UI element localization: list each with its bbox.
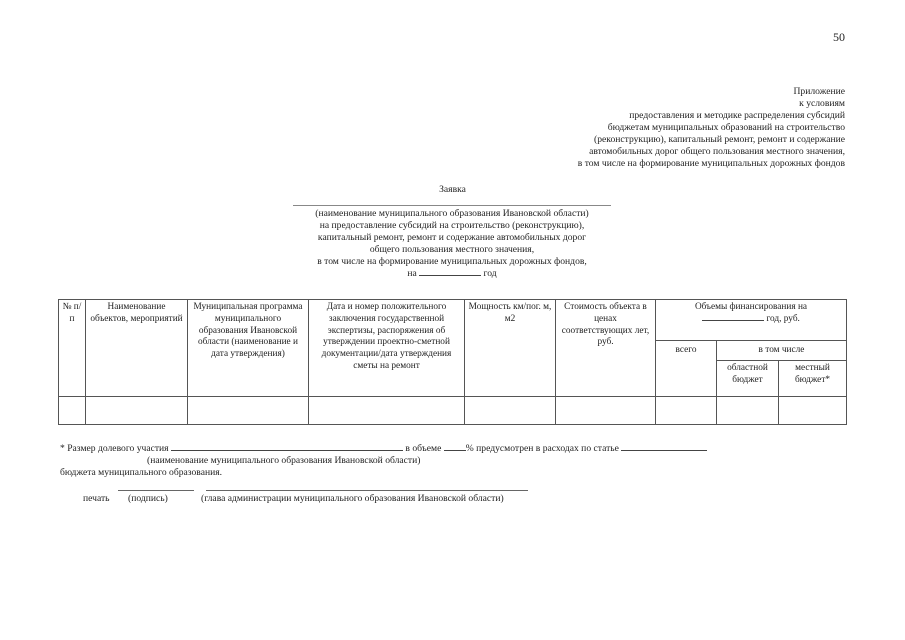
appendix-line: к условиям <box>799 98 845 109</box>
header-funding: Объемы финансирования на год, руб. <box>656 300 847 341</box>
intro-line: на предоставление субсидий на строительство (реконструкцию), <box>319 220 585 231</box>
appendix-line: (реконструкцию), капитальный ремонт, ремонт и содержание <box>594 134 845 145</box>
application-table <box>58 299 847 425</box>
header-no: № п/п <box>59 300 86 397</box>
cell[interactable] <box>717 397 779 425</box>
cell[interactable] <box>465 397 556 425</box>
signature-label: (подпись) <box>128 493 168 504</box>
appendix-header <box>578 86 845 170</box>
intro-line: в том числе на формирование муниципальных дорожных фондов, <box>317 256 587 267</box>
intro-line: капитальный ремонт, ремонт и содержание автомобильных дорог <box>317 232 587 243</box>
footnote-caption: (наименование муниципального образования Ивановской области) <box>147 455 421 466</box>
header-capacity: Мощность км/пог. м, м2 <box>465 300 556 397</box>
head-name-line <box>206 490 528 491</box>
cell[interactable] <box>188 397 309 425</box>
stamp-label: печать <box>83 493 110 504</box>
head-label: (глава администрации муниципального образования Ивановской области) <box>201 493 504 504</box>
year-blank <box>419 275 481 276</box>
cell[interactable] <box>556 397 656 425</box>
cell[interactable] <box>309 397 465 425</box>
appendix-line: Приложение <box>793 86 845 97</box>
percent-blank <box>444 450 466 451</box>
application-intro <box>250 208 654 280</box>
cell[interactable] <box>779 397 847 425</box>
municipality-name-line <box>293 205 611 206</box>
signature-line <box>118 490 194 491</box>
intro-line: (наименование муниципального образования Ивановской области) <box>315 208 589 219</box>
cell[interactable] <box>656 397 717 425</box>
header-total: всего <box>656 341 717 397</box>
header-name: Наименование объектов, мероприятий <box>86 300 188 397</box>
article-blank <box>621 450 707 451</box>
table-row <box>59 397 847 425</box>
document-title: Заявка <box>439 184 466 195</box>
year-line: на год <box>407 268 497 279</box>
funding-year-blank <box>702 320 764 321</box>
appendix-line: бюджетам муниципальных образований на строительство <box>607 122 845 133</box>
page-number: 50 <box>833 30 845 44</box>
intro-line: общего пользования местного значения, <box>369 244 535 255</box>
header-cost: Стоимость объекта в ценах соответствующих лет, руб. <box>556 300 656 397</box>
header-expertise: Дата и номер положительного заключения государственной экспертизы, распоряжения об утверждении проектно-сметной документации/дата утверждения сметы на ремонт <box>309 300 465 397</box>
appendix-line: в том числе на формирование муниципальных дорожных фондов <box>577 158 845 169</box>
footnote-line2: бюджета муниципального образования. <box>60 467 223 478</box>
appendix-line: предоставления и методике распределения субсидий <box>629 110 845 121</box>
cell[interactable] <box>86 397 188 425</box>
footnote: * Размер долевого участия в объеме % предусмотрен в расходах по статье <box>60 443 707 455</box>
header-local-budget: местный бюджет* <box>779 361 847 397</box>
header-program: Муниципальная программа муниципального образования Ивановской области (наименование и дата утверждения) <box>188 300 309 397</box>
appendix-line: автомобильных дорог общего пользования местного значения, <box>589 146 845 157</box>
header-regional-budget: областной бюджет <box>717 361 779 397</box>
header-including: в том числе <box>717 341 847 361</box>
municipality-blank <box>171 450 403 451</box>
cell[interactable] <box>59 397 86 425</box>
